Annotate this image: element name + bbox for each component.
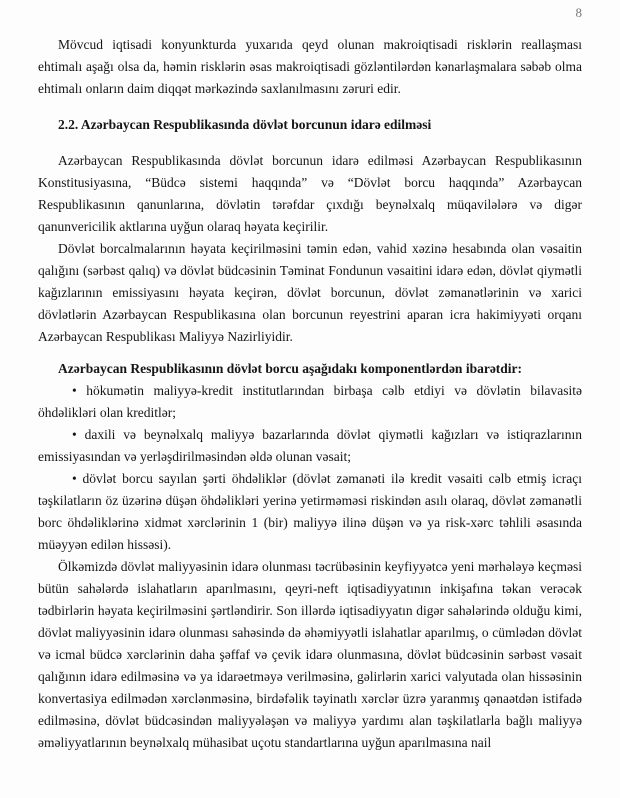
paragraph-reforms: Ölkəmizdə dövlət maliyyəsinin idarə olunması təcrübəsinin keyfiyyətcə yeni mərhələyə keçməsi bütün sahələrdə islahatların aparılmasını, qeyri-neft iqtisadiyyatının inkişafına təkan verəcək tədbirlərin həyata keçirilməsini şərtləndirir. Son illərdə iqtisadiyyatın digər sahələrində olduğu kimi, dövlət maliyyəsinin idarə olunması sahəsində də əhəmiyyətli islahatlar aparılmış, o cümlədən dövlət və icmal büdcə xərclərinin daha şəffaf və çevik idarə olunmasına, dövlət büdcəsinin sərbəst vəsait qalığının idarə edilməsinə və ya idarəetməyə verilməsinə, gəlirlərin xarici valyutada olan hissəsinin konvertasiya edilmədən xərclənməsinə, birdəfəlik təyinatlı xərclər üzrə yaranmış qənaətdən istifadə edilməsinə, dövlət büdcəsindən maliyyələşən və maliyyə yardımı alan təşkilatlarla bağlı maliyyə əməliyyatlarının beynəlxalq mühasibat uçotu standartlarına uyğun aparılmasına nail	[38, 559, 582, 750]
paragraph-ministry-role: Dövlət borcalmalarının həyata keçirilməsini təmin edən, vahid xəzinə hesabında olan vəsaitin qalığını (sərbəst qalıq) və dövlət büdcəsinin Təminat Fondunun vəsaitini idarə edən, dövlət qiymətli kağızlarının emissiyasını həyata keçirən, dövlət borcunun, dövlət zəmanətlərinin və xarici dövlətlərin Azərbaycan Respublikasına olan borcunun reyestrini aparan icra hakimiyyəti orqanı Azərbaycan Respublikası Maliyyə Nazirliyidir.	[38, 241, 582, 344]
paragraph-intro: Mövcud iqtisadi konyunkturda yuxarıda qeyd olunan makroiqtisadi risklərin reallaşması ehtimalı aşağı olsa da, həmin risklərin əsas makroiqtisadi gözləntilərdən kənarlaşmalara səbəb olma ehtimalı onların daim diqqət mərkəzində saxlanılmasını zəruri edir.	[38, 37, 582, 96]
bullet-item-contingent-liabilities: • dövlət borcu sayılan şərti öhdəliklər (dövlət zəmanəti ilə kredit vəsaiti cəlb etmiş icraçı təşkilatların öz üzərinə düşən öhdəlikləri yerinə yetirməməsi riskindən asılı olaraq, dövlət zəmanətli borc öhdəliklərinə xidmət xərclərinin 1 (bir) maliyyə ilinə düşən və ya risk-xərc təhlili əsasında müəyyən edilən hissəsi).	[38, 471, 582, 552]
bullet-item-securities: • daxili və beynəlxalq maliyyə bazarlarında dövlət qiymətli kağızları və istiqrazlarının emissiyasından və yerləşdirilməsindən əldə olunan vəsait;	[38, 427, 582, 464]
section-heading: 2.2. Azərbaycan Respublikasında dövlət borcunun idarə edilməsi	[58, 117, 432, 132]
paragraph-components-lead: Azərbaycan Respublikasının dövlət borcu aşağıdakı komponentlərdən ibarətdir:	[58, 361, 523, 376]
page-number: 8	[575, 5, 582, 20]
paragraph-legal-basis: Azərbaycan Respublikasında dövlət borcunun idarə edilməsi Azərbaycan Respublikasının Konstitusiyasına, “Büdcə sistemi haqqında” və “Dövlət borcu haqqında” Azərbaycan Respublikasının qanunlarına, dövlətin tərəfdar çıxdığı beynəlxalq müqavilələrə və digər qanunvericilik aktlarına uyğun olaraq həyata keçirilir.	[38, 153, 582, 234]
bullet-item-credits: • hökumətin maliyyə-kredit institutlarından birbaşa cəlb etdiyi və dövlətin bilavasitə öhdəlikləri olan kreditlər;	[38, 383, 582, 420]
